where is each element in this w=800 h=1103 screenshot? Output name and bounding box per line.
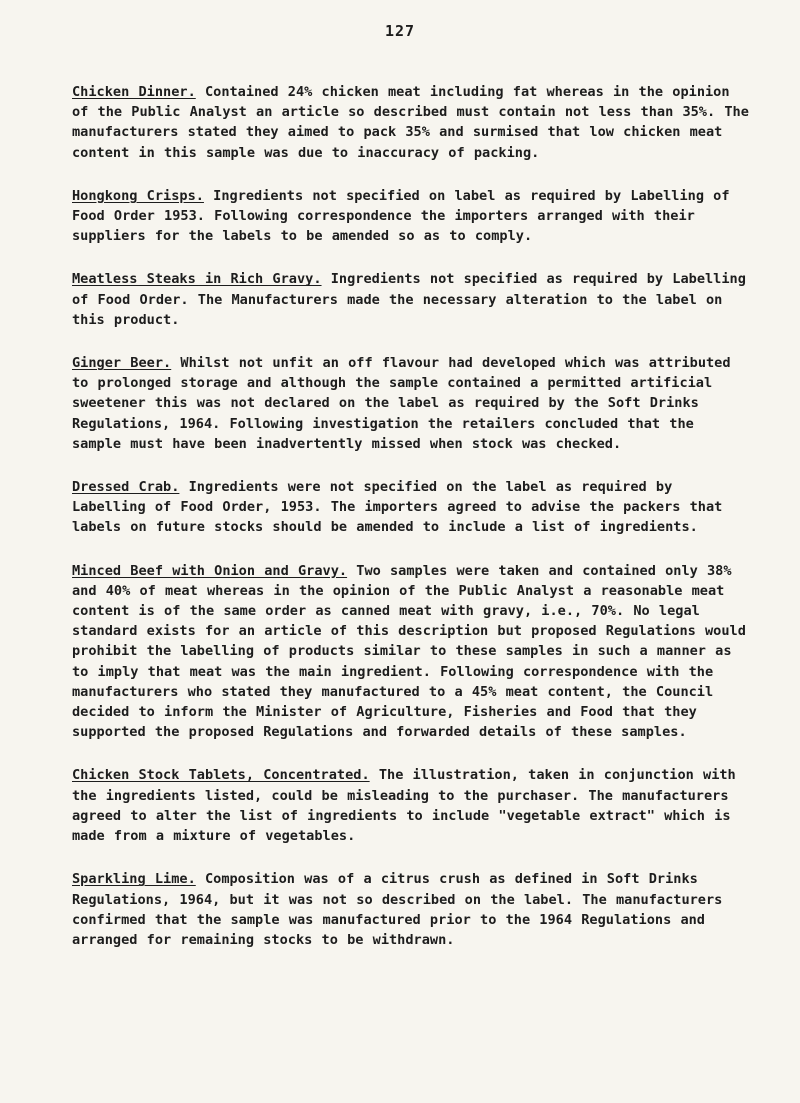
text-chicken-stock-tablets: The illustration, taken in conjunction with the ingredients listed, could be misleading to the purchaser. The manufacturers agreed to alter the list of ingredients to include "vegetable extract" which is made from a mixture of vegetables. xyxy=(72,767,736,845)
text-minced-beef: Two samples were taken and contained only 38% and 40% of meat whereas in the opinion of the Public Analyst a reasonable meat content is of the same order as canned meat with gravy, i.e., 70%. No legal standard exists for an article of this description but proposed Regulations would prohibit the labelling of products similar to these samples in such a manner as to imply that meat was the main ingredient. Following correspondence with the manufacturers who stated they manufactured to a 45% meat content, the Council decided to inform the Minister of Agriculture, Fisheries and Food that they supported the proposed Regulations and forwarded details of these samples. xyxy=(72,562,746,741)
paragraph-ginger-beer xyxy=(72,353,752,454)
heading-chicken-dinner: Chicken Dinner. xyxy=(72,84,196,100)
heading-meatless-steaks: Meatless Steaks in Rich Gravy. xyxy=(72,271,322,288)
heading-ginger-beer: Ginger Beer. xyxy=(72,355,172,372)
paragraph-chicken-dinner xyxy=(72,82,752,163)
document-body xyxy=(72,82,752,973)
paragraph-dressed-crab xyxy=(72,477,752,538)
paragraph-minced-beef xyxy=(72,561,752,743)
heading-hongkong-crisps: Hongkong Crisps. xyxy=(72,187,204,204)
heading-minced-beef: Minced Beef with Onion and Gravy. xyxy=(72,562,348,579)
text-hongkong-crisps: Ingredients not specified on label as required by Labelling of Food Order 1953. Following correspondence the importers arranged with their suppliers for the labels to be amended so as to comply. xyxy=(72,187,730,245)
heading-dressed-crab: Dressed Crab. xyxy=(72,479,180,496)
paragraph-meatless-steaks xyxy=(72,269,752,330)
paragraph-hongkong-crisps xyxy=(72,186,752,247)
page-number: 127 xyxy=(384,22,416,40)
text-sparkling-lime: Composition was of a citrus crush as defined in Soft Drinks Regulations, 1964, but it was not so described on the label. The manufacturers confirmed that the sample was manufactured prior to the 1964 Regulations and arranged for remaining stocks to be withdrawn. xyxy=(72,871,723,948)
text-ginger-beer: Whilst not unfit an off flavour had developed which was attributed to prolonged storage and although the sample contained a permitted artificial sweetener this was not declared on the label as required by the Soft Drinks Regulations, 1964. Following investigation the retailers concluded that the sample must have been inadvertently missed when stock was checked. xyxy=(72,355,731,452)
text-chicken-dinner: Contained 24% chicken meat including fat whereas in the opinion of the Public Analyst an article so described must contain not less than 35%. The manufacturers stated they aimed to pack 35% and surmised that low chicken meat content in this sample was due to inaccuracy of packing. xyxy=(72,84,749,161)
heading-chicken-stock-tablets: Chicken Stock Tablets, Concentrated. xyxy=(72,767,370,784)
heading-sparkling-lime: Sparkling Lime. xyxy=(72,871,196,888)
paragraph-chicken-stock-tablets xyxy=(72,765,752,846)
text-dressed-crab: Ingredients were not specified on the label as required by Labelling of Food Order, 1953. The importers agreed to advise the packers that labels on future stocks should be amended to include a list of ingredients. xyxy=(72,479,723,536)
text-meatless-steaks: Ingredients not specified as required by Labelling of Food Order. The Manufacturers made the necessary alteration to the label on this product. xyxy=(72,271,746,328)
paragraph-sparkling-lime xyxy=(72,869,752,950)
